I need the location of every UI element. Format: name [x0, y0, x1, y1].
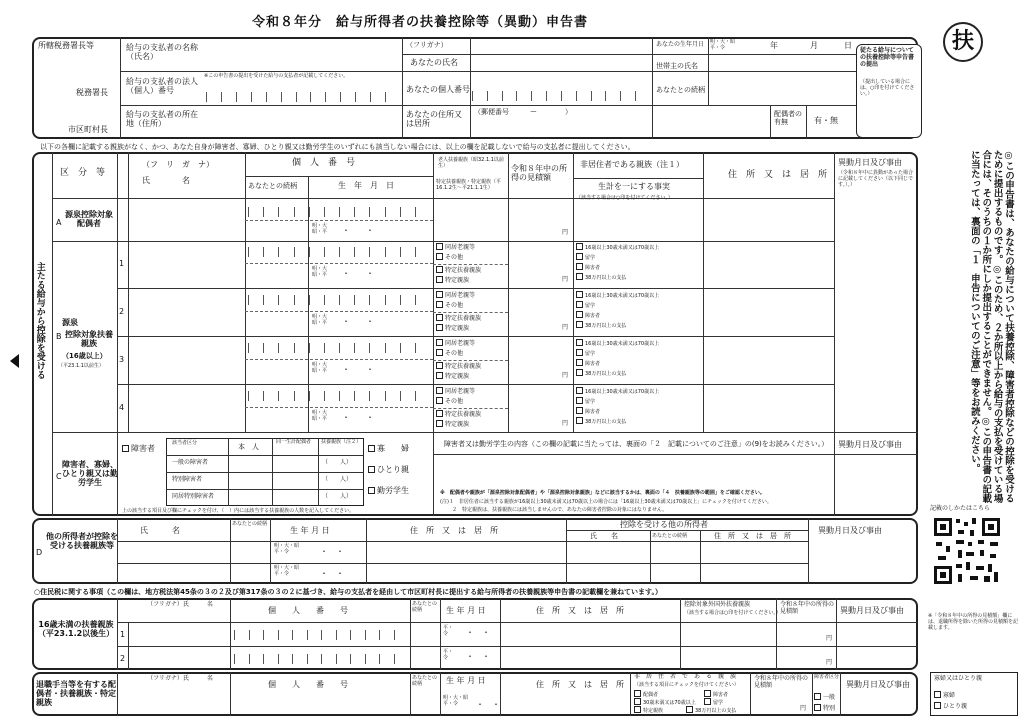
section-c-label: 障害者、寡婦、ひとり親又は勤労学生 — [62, 460, 118, 488]
b-opt-checkbox[interactable]: 特定親族 — [436, 324, 469, 333]
your-name-label: あなたの氏名 — [410, 58, 458, 67]
b-row-2-name-input[interactable] — [130, 291, 243, 334]
col-change: 異動月日及び事由 — [838, 158, 902, 167]
nonres-checkbox[interactable]: 38万円以上の支払 — [576, 273, 626, 282]
b-opt-checkbox[interactable]: 同居老親等 — [436, 387, 475, 396]
b-row-3-name-input[interactable] — [130, 339, 243, 382]
section-a-label: 源泉控除対象配偶者 — [65, 210, 113, 229]
b-opt-checkbox[interactable]: その他 — [436, 397, 463, 406]
col-livelihood: 生計を一にする事実 — [598, 182, 670, 191]
col-category: 区 分 等 — [60, 168, 106, 178]
kubun-general-checkbox[interactable]: 一般 — [814, 693, 835, 702]
spouse-number-input[interactable] — [248, 207, 430, 217]
nonres-checkbox[interactable]: 障害者 — [576, 407, 600, 416]
page-title: 令和８年分 給与所得者の扶養控除等（異動）申告書 — [252, 15, 589, 30]
b-row-number: 3 — [119, 355, 125, 364]
c-note-1: (注)１ 非居住者に該当する親族が16歳以上30歳未満又は70歳以上の場合には「16歳以上30歳未満又は70歳以上」にチェックを付けてください。 — [440, 499, 772, 505]
student-checkbox[interactable]: 勤労学生 — [368, 486, 409, 495]
nonres-checkbox[interactable]: 38万円以上の支払 — [576, 321, 626, 330]
furigana-label: （フリガナ） — [406, 41, 448, 49]
b-row-number: 2 — [119, 307, 125, 316]
form-badge: 扶 — [943, 22, 983, 62]
nonres-checkbox[interactable]: 16歳以上30歳未満又は70歳以上 — [576, 243, 659, 252]
col-name: 氏 名 — [142, 176, 190, 185]
retire-label: 退職手当等を有する配偶者・扶養親族・特定親族 — [36, 680, 116, 708]
nonres-checkbox[interactable]: 38万円以上の支払 — [576, 369, 626, 378]
retire-single-parent-checkbox[interactable]: ひとり親 — [934, 702, 967, 711]
b-opt-checkbox[interactable]: 同居老親等 — [436, 243, 475, 252]
payer-number-input[interactable] — [206, 92, 400, 102]
b-row-3-number-input[interactable] — [248, 343, 430, 353]
b-row-number: 1 — [119, 259, 125, 268]
single-parent-checkbox[interactable]: ひとり親 — [368, 465, 409, 474]
b-opt-checkbox[interactable]: その他 — [436, 253, 463, 262]
main-side-label: 主たる給与から控除を受ける — [34, 262, 45, 379]
spouse-select[interactable]: 有・無 — [814, 116, 838, 125]
kubun-special-checkbox[interactable]: 特別 — [814, 704, 835, 713]
side-note-sub: （提出している場合には、○印を付けてください。） — [860, 79, 915, 97]
b-opt-checkbox[interactable]: 特定扶養親族 — [436, 314, 481, 323]
city-label: 市区町村長 — [68, 125, 108, 134]
b-row-1-number-input[interactable] — [248, 247, 430, 257]
resident-heading: ○住民税に関する事項（この欄は、地方税法第45条の３の２及び第317条の３の２に基づき、給与の支払者を経由して市区町村長に提出する給与所得者の扶養親族等申告書の記載欄を兼ねています。） — [34, 588, 662, 596]
birth-input[interactable] — [738, 39, 848, 53]
birth-era: 明・大・昭平・令 — [710, 39, 736, 51]
right-note: ◎この申告書は、あなたの給与について扶養控除、障害者控除などの控除を受けるために提出するものです。◎このため、２か所以上から給与の支払を受けている場合には、そのうちの１か所にしか提出することができません。◎この申告書の記載に当たっては、裏面の「１ 申告についてのご注意」等をお読みください。 — [968, 150, 1014, 503]
your-number-input[interactable] — [472, 91, 650, 101]
d-row-1-input[interactable] — [119, 543, 228, 562]
your-number-label: あなたの個人番号 — [406, 85, 470, 94]
b-opt-checkbox[interactable]: 同居老親等 — [436, 339, 475, 348]
under16-label: 16歳未満の扶養親族（平23.1.2以後生） — [37, 620, 115, 639]
col-special: 特定扶養親族・特定親族（平16.1.2生～平21.1.1生） — [436, 179, 502, 191]
col-income: 令和８年中の所得の見積額 — [511, 164, 567, 183]
retire-opt-checkbox[interactable]: 30歳未満又は70歳以上 — [634, 698, 696, 707]
payer-number-note: ※この申告書の提出を受けた給与の支払者が記載してください。 — [204, 73, 349, 79]
payer-name-label: 給与の支払者の名称（氏名） — [126, 43, 198, 62]
b-opt-checkbox[interactable]: 特定扶養親族 — [436, 362, 481, 371]
side-note-title: 従たる給与についての扶養控除等申告書の提出 — [860, 47, 915, 68]
office-label: 所轄税務署長等 — [38, 41, 94, 50]
retire-widow-checkbox[interactable]: 寡婦 — [934, 691, 955, 700]
retire-opt-checkbox[interactable]: 障害者 — [704, 690, 728, 699]
b-row-1-name-input[interactable] — [130, 243, 243, 286]
retire-opt-checkbox[interactable]: 38万円以上の支払 — [686, 706, 736, 715]
b-row-1-address-input[interactable] — [705, 243, 832, 286]
b-row-4-number-input[interactable] — [248, 391, 430, 401]
c-note-star: ※ 配偶者や親族が「源泉控除対象配偶者」や「源泉控除対象親族」などに該当するかは、裏面の「４ 扶養親族等の範囲」をご確認ください。 — [440, 490, 765, 496]
nonres-checkbox[interactable]: 16歳以上30歳未満又は70歳以上 — [576, 339, 659, 348]
household-label: 世帯主の氏名 — [656, 62, 698, 70]
b-opt-checkbox[interactable]: 特定扶養親族 — [436, 410, 481, 419]
payer-address-label: 給与の支払者の所在地（住所） — [126, 110, 198, 129]
section-b-label: 控除対象扶養親族 — [65, 330, 113, 349]
b-row-number: 4 — [119, 403, 125, 412]
under16-number-2[interactable] — [234, 654, 408, 664]
birth-label: あなたの生年月日 — [656, 41, 705, 48]
nonres-checkbox[interactable]: 留学 — [576, 253, 595, 262]
b-opt-checkbox[interactable]: その他 — [436, 301, 463, 310]
section-d-label: 他の所得者が控除を受ける扶養親族等 — [46, 532, 118, 551]
col-elderly: 老人扶養親族（昭32.1.1以前生） — [438, 157, 504, 169]
nonres-checkbox[interactable]: 障害者 — [576, 311, 600, 320]
qr-label: 記載のしかたはこちら — [930, 505, 991, 512]
col-furigana: （フ リ ガ ナ） — [142, 160, 214, 169]
col-birth: 生 年 月 日 — [338, 181, 394, 190]
nonres-checkbox[interactable]: 留学 — [576, 349, 595, 358]
your-name-input[interactable] — [472, 39, 650, 69]
nonres-checkbox[interactable]: 留学 — [576, 397, 595, 406]
nonres-checkbox[interactable]: 16歳以上30歳未満又は70歳以上 — [576, 387, 659, 396]
c-note-2: ２ 特定親族は、扶養親族には該当しませんので、あなたの障害者控除の対象にはなりません。 — [452, 507, 668, 513]
your-address-input[interactable] — [472, 118, 768, 137]
qr-code[interactable] — [932, 516, 1002, 586]
nonres-checkbox[interactable]: 障害者 — [576, 263, 600, 272]
b-row-4-name-input[interactable] — [130, 387, 243, 430]
b-row-2-number-input[interactable] — [248, 295, 430, 305]
retire-opt-checkbox[interactable]: 配偶者 — [634, 690, 658, 699]
your-address-label: あなたの住所又は居所 — [406, 110, 462, 129]
tax-office-label: 税務署長 — [76, 88, 108, 97]
retire-opt-checkbox[interactable]: 特定親族 — [634, 706, 663, 715]
spouse-label: 配偶者の有無 — [774, 110, 802, 127]
b-opt-checkbox[interactable]: 特定親族 — [436, 372, 469, 381]
payer-address-input[interactable] — [204, 107, 400, 137]
payer-number-label: 給与の支払者の法人（個人）番号 — [126, 77, 198, 96]
b-opt-checkbox[interactable]: 同居老親等 — [436, 291, 475, 300]
col-number: 個 人 番 号 — [292, 158, 356, 168]
col-nonres: 非居住者である親族（注１） — [580, 160, 684, 169]
postal-label: （郵便番号 ー ） — [474, 108, 572, 116]
b-opt-checkbox[interactable]: 特定親族 — [436, 420, 469, 429]
b-opt-checkbox[interactable]: 特定扶養親族 — [436, 266, 481, 275]
side-arrow-icon — [10, 354, 19, 368]
nonres-checkbox[interactable]: 障害者 — [576, 359, 600, 368]
d-row-2-input[interactable] — [119, 565, 228, 583]
b-row-2-address-input[interactable] — [705, 291, 832, 334]
col-relation: あなたとの続柄 — [248, 182, 297, 190]
instruction-text: 以下の各欄に記載する親族がなく、かつ、あなた自身が障害者、寡婦、ひとり親又は勤労学生のいずれにも該当しない場合には、以上の欄を記載しないで給与の支払者に提出してください。 — [40, 143, 635, 151]
nonres-checkbox[interactable]: 留学 — [576, 301, 595, 310]
col-change-sub: （令和８年中に異動があった場合に記載してください（以下同じです。）。） — [838, 170, 914, 188]
nonres-checkbox[interactable]: 16歳以上30歳未満又は70歳以上 — [576, 291, 659, 300]
resident-side-note: ※「令和８年中の所得の見積額」欄には、退職所得を除いた所得の見積額を記載します。 — [928, 613, 1019, 631]
payer-name-input[interactable] — [204, 39, 400, 69]
spouse-name-input[interactable] — [130, 200, 243, 240]
col-livelihood-sub: （該当する場合は○印を付けてください。） — [576, 195, 673, 201]
disabled-checkbox[interactable]: 障害者 — [122, 444, 155, 453]
col-address: 住 所 又 は 居 所 — [728, 170, 828, 180]
widow-checkbox[interactable]: 寡 婦 — [368, 444, 409, 453]
retire-opt-checkbox[interactable]: 留学 — [704, 698, 723, 707]
c-footnote: 上の該当する項目及び欄にチェックを付け、（ ）内には該当する扶養親族の人数を記入してください。 — [122, 508, 355, 514]
nonres-checkbox[interactable]: 38万円以上の支払 — [576, 417, 626, 426]
b-row-4-address-input[interactable] — [705, 387, 832, 430]
under16-number-1[interactable] — [234, 630, 408, 640]
spouse-address-input[interactable] — [705, 200, 832, 240]
b-opt-checkbox[interactable]: その他 — [436, 349, 463, 358]
c-detail-label: 障害者又は勤労学生の内容（この欄の記載に当たっては、裏面の「２ 記載についてのご注意」の(9)をお読みください。） — [444, 440, 829, 448]
b-opt-checkbox[interactable]: 特定親族 — [436, 276, 469, 285]
relation-label: あなたとの続柄 — [656, 86, 705, 94]
b-row-3-address-input[interactable] — [705, 339, 832, 382]
tax-office-input[interactable] — [34, 54, 118, 84]
